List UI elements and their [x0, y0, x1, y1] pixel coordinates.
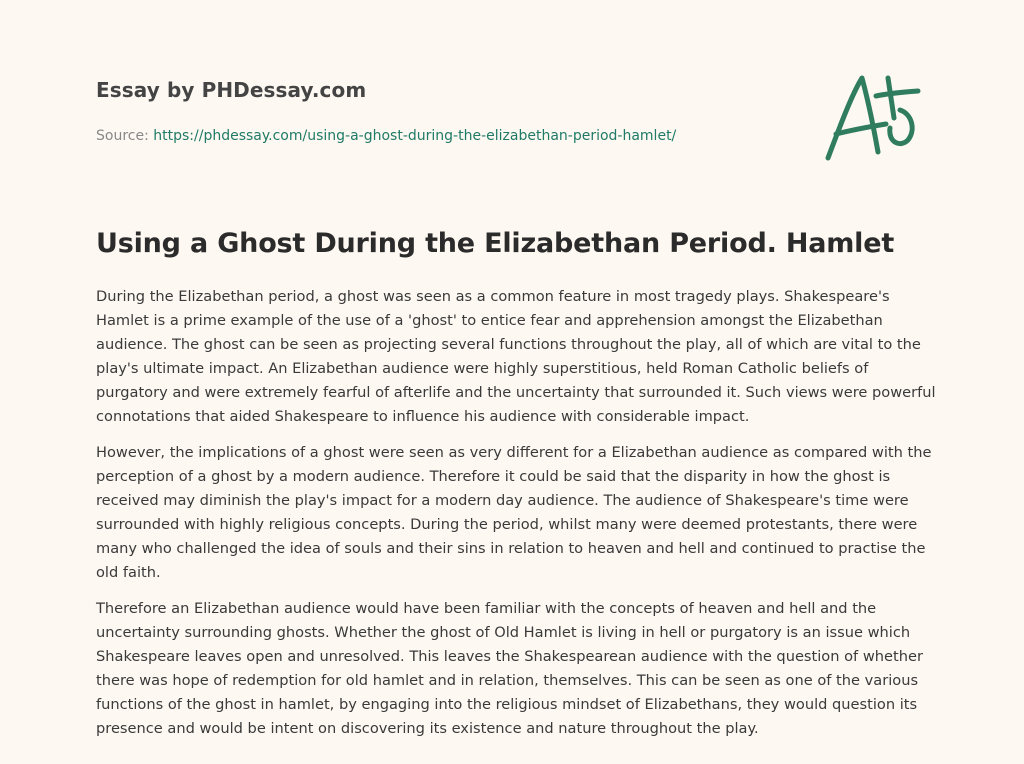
page-title: Using a Ghost During the Elizabethan Period. Hamlet — [96, 228, 895, 259]
paragraph-3: Therefore an Elizabethan audience would have been familiar with the concepts of heaven and hell and the uncertainty surrounding ghosts. Whether the ghost of Old Hamlet is living in hell or purgatory is an issue which Shakespeare leaves open and unresolved. This leaves the Shakespearean audience with the question of whether there was hope of redemption for old hamlet and in relation, themselves. This can be seen as one of the various functions of the ghost in hamlet, by engaging into the religious mindset of Elizabethans, they would question its presence and would be intent on discovering its existence and nature throughout the play. — [96, 600, 923, 737]
site-brand: Essay by PHDessay.com — [96, 78, 367, 102]
article-body — [96, 285, 936, 753]
source-link[interactable]: https://phdessay.com/using-a-ghost-during-the-elizabethan-period-hamlet/ — [153, 128, 677, 144]
paragraph-1: During the Elizabethan period, a ghost was seen as a common feature in most tragedy plays. Shakespeare's Hamlet is a prime example of the use of a 'ghost' to entice fear and apprehension amongst the Elizabethan audience. The ghost can be seen as projecting several functions throughout the play, all of which are vital to the play's ultimate impact. An Elizabethan audience were highly superstitious, held Roman Catholic beliefs of purgatory and were extremely fearful of afterlife and the uncertainty that surrounded it. Such views were powerful connotations that aided Shakespeare to influence his audience with considerable impact. — [96, 288, 936, 425]
a-plus-grade-icon — [818, 66, 930, 166]
source-label: Source: — [96, 128, 149, 144]
page-header — [96, 76, 796, 146]
source-line — [96, 126, 796, 146]
paragraph-2: However, the implications of a ghost were seen as very different for a Elizabethan audience as compared with the perception of a ghost by a modern audience. Therefore it could be said that the disparity in how the ghost is received may diminish the play's impact for a modern day audience. The audience of Shakespeare's time were surrounded with highly religious concepts. During the period, whilst many were deemed protestants, there were many who challenged the idea of souls and their sins in relation to heaven and hell and continued to practise the old faith. — [96, 444, 932, 581]
